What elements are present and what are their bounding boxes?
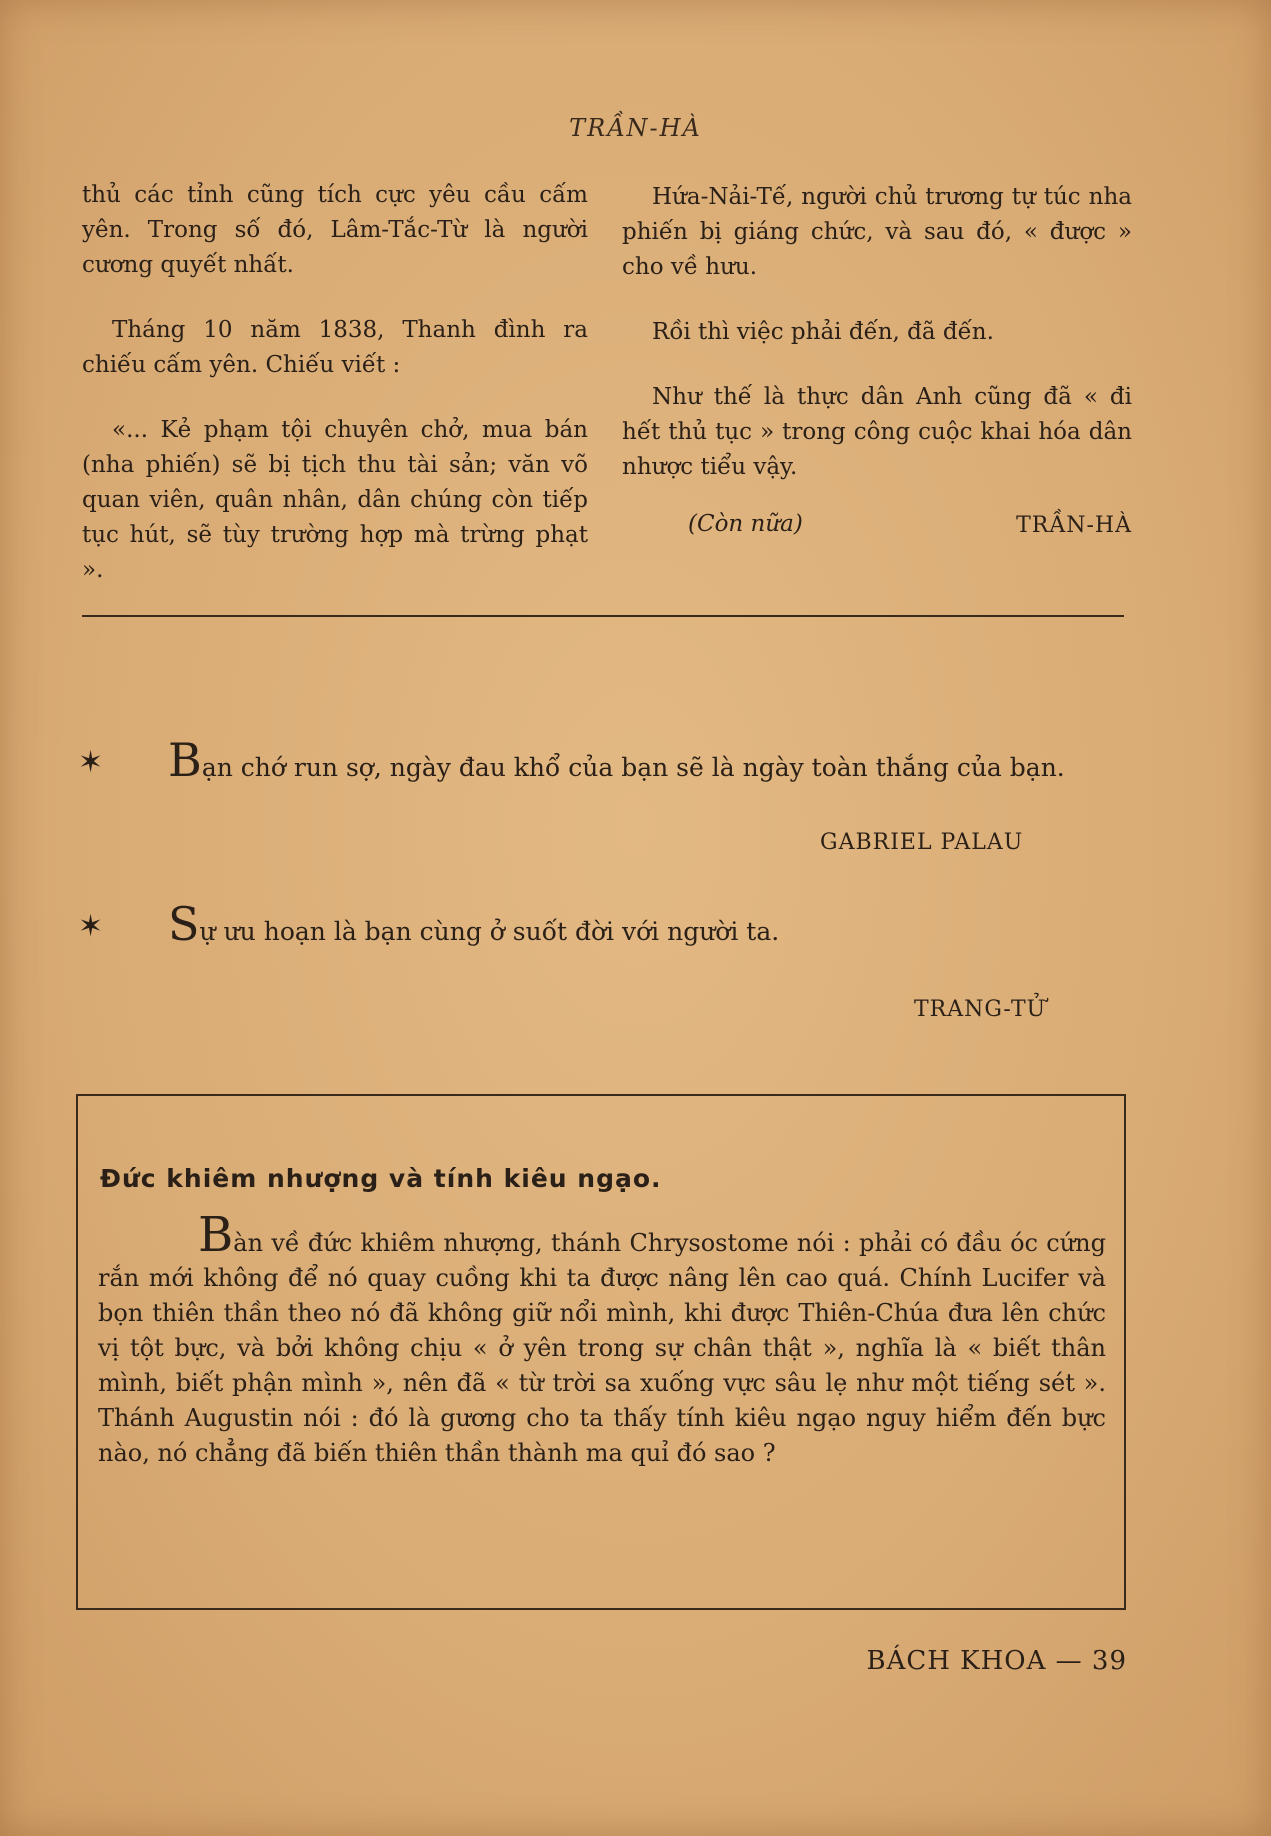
quote-1-author: GABRIEL PALAU xyxy=(820,830,1024,855)
continued-note: (Còn nữa) xyxy=(688,511,803,537)
footer-separator: — xyxy=(1055,1646,1083,1676)
quote-2 xyxy=(78,897,1128,951)
left-paragraph-3: «... Kẻ phạm tội chuyên chở, mua bán (nha phiến) sẽ bị tịch thu tài sản; văn võ quan viên, quân nhân, dân chúng còn tiếp tục hút, sẽ tùy trường hợp mà trừng phạt ». xyxy=(82,417,588,583)
left-paragraph-2: Tháng 10 năm 1838, Thanh đình ra chiếu cấm yên. Chiếu viết : xyxy=(82,317,588,378)
box-body-text: àn về đức khiêm nhượng, thánh Chrysostome nói : phải có đầu óc cứng rắn mới không để nó quay cuồng khi ta được nâng lên cao quá. Chính Lucifer và bọn thiên thần theo nó đã không giữ nổi mình, khi được Thiên-Chúa đưa lên chức vị tột bực, và bởi không chịu « ở yên trong sự chân thật », nghĩa là « biết thân mình, biết phận mình », nên đã « từ trời sa xuống vực sâu lẹ như một tiếng sét ». Thánh Augustin nói : đó là gương cho ta thấy tính kiêu ngạo nguy hiểm đến bực nào, nó chẳng đã biến thiên thần thành ma quỉ đó sao ? xyxy=(98,1229,1106,1467)
page-footer xyxy=(866,1646,1127,1676)
article-signature: TRẦN-HÀ xyxy=(1016,513,1132,538)
quote-1 xyxy=(78,733,1128,787)
right-paragraph-1: Hứa-Nải-Tế, người chủ trương tự túc nha phiến bị giáng chức, và sau đó, « được » cho về hưu. xyxy=(622,184,1132,280)
quote-2-text xyxy=(78,897,1128,951)
quote-1-text xyxy=(78,733,1128,787)
star-icon: ✶ xyxy=(78,745,104,780)
quote-1-body: ạn chớ run sợ, ngày đau khổ của bạn sẽ là ngày toàn thắng của bạn. xyxy=(201,753,1065,782)
quote-2-body: ự ưu hoạn là bạn cùng ở suốt đời với người ta. xyxy=(199,917,780,946)
running-header: TRẦN-HÀ xyxy=(569,114,702,142)
right-paragraph-3: Như thế là thực dân Anh cũng đã « đi hết thủ tục » trong công cuộc khai hóa dân nhược tiểu vậy. xyxy=(622,384,1132,480)
left-paragraph-1: thủ các tỉnh cũng tích cực yêu cầu cấm yên. Trong số đó, Lâm-Tắc-Từ là người cương quyết nhất. xyxy=(82,182,588,278)
quote-1-dropcap: B xyxy=(168,733,202,787)
page-number: 39 xyxy=(1091,1646,1127,1676)
magazine-name: BÁCH KHOA xyxy=(866,1646,1047,1676)
quote-2-dropcap: S xyxy=(168,897,200,951)
right-paragraph-2: Rồi thì việc phải đến, đã đến. xyxy=(652,319,994,345)
section-divider xyxy=(82,615,1124,617)
boxed-article xyxy=(76,1094,1126,1610)
box-body xyxy=(98,1207,1106,1471)
star-icon: ✶ xyxy=(78,909,104,944)
box-title: Đức khiêm nhượng và tính kiêu ngạo. xyxy=(100,1164,662,1193)
box-dropcap: B xyxy=(198,1207,234,1263)
right-column xyxy=(622,180,1132,543)
left-column xyxy=(82,178,588,618)
quote-2-author: TRANG-TỬ xyxy=(914,997,1047,1022)
